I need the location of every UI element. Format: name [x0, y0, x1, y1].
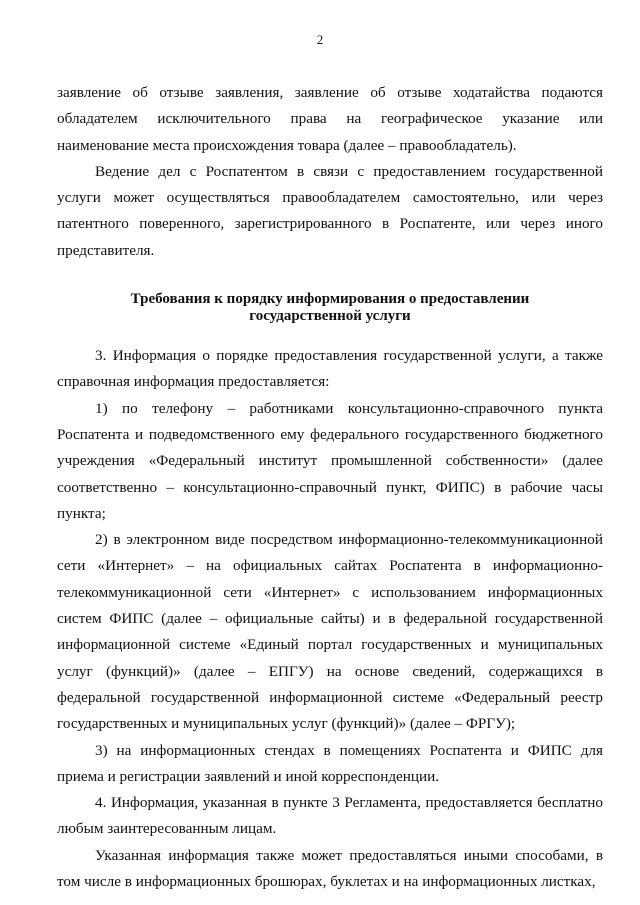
page-number: 2 [316, 32, 324, 47]
section-heading-line-1: Требования к порядку информирования о предоставлении [130, 291, 530, 308]
paragraph-item-3: 3. Информация о порядке предоставления государственной услуги, а также справочная информация предоставляется: [57, 347, 603, 391]
section-heading-line-2: государственной услуги [249, 308, 411, 325]
paragraph-representation: Ведение дел с Роспатентом в связи с предоставлением государственной услуги может осуществляться правообладателем самостоятельно, или через патентного поверенного, зарегистрированного в Роспатенте, или через иного представителя. [57, 162, 603, 259]
paragraph-continuation: заявление об отзыве заявления, заявление об отзыве ходатайства подаются обладателем исключительного права на географическое указание или наименование места происхождения товара (далее – правообладатель). [57, 84, 603, 154]
paragraph-item-4: 4. Информация, указанная в пункте 3 Регламента, предоставляется бесплатно любым заинтересованным лицам. [57, 794, 603, 838]
document-body [57, 80, 603, 895]
paragraph-subitem-3: 3) на информационных стендах в помещениях Роспатента и ФИПС для приема и регистрации заявлений и иной корреспонденции. [57, 741, 603, 785]
section-heading [57, 291, 603, 325]
paragraph-other-methods: Указанная информация также может предоставляться иными способами, в том числе в информационных брошюрах, буклетах и на информационных листках, [57, 846, 603, 891]
paragraph-subitem-2: 2) в электронном виде посредством информационно-телекоммуникационной сети «Интернет» – на официальных сайтах Роспатента в информационно-телекоммуникационной сети «Интернет» с использованием информационных систем ФИПС (далее – официальные сайты) и в федеральной государственной информационной системе «Единый портал государственных и муниципальных услуг (функций)» (далее – ЕПГУ) на основе сведений, содержащихся в федеральной государственной информационной системе «Федеральный реестр государственных и муниципальных услуг (функций)» (далее – ФРГУ); [57, 531, 603, 733]
paragraph-subitem-1: 1) по телефону – работниками консультационно-справочного пункта Роспатента и подведомственного ему федерального государственного бюджетного учреждения «Федеральный институт промышленной собственности» (далее соответственно – консультационно-справочный пункт, ФИПС) в рабочие часы пункта; [57, 399, 603, 522]
